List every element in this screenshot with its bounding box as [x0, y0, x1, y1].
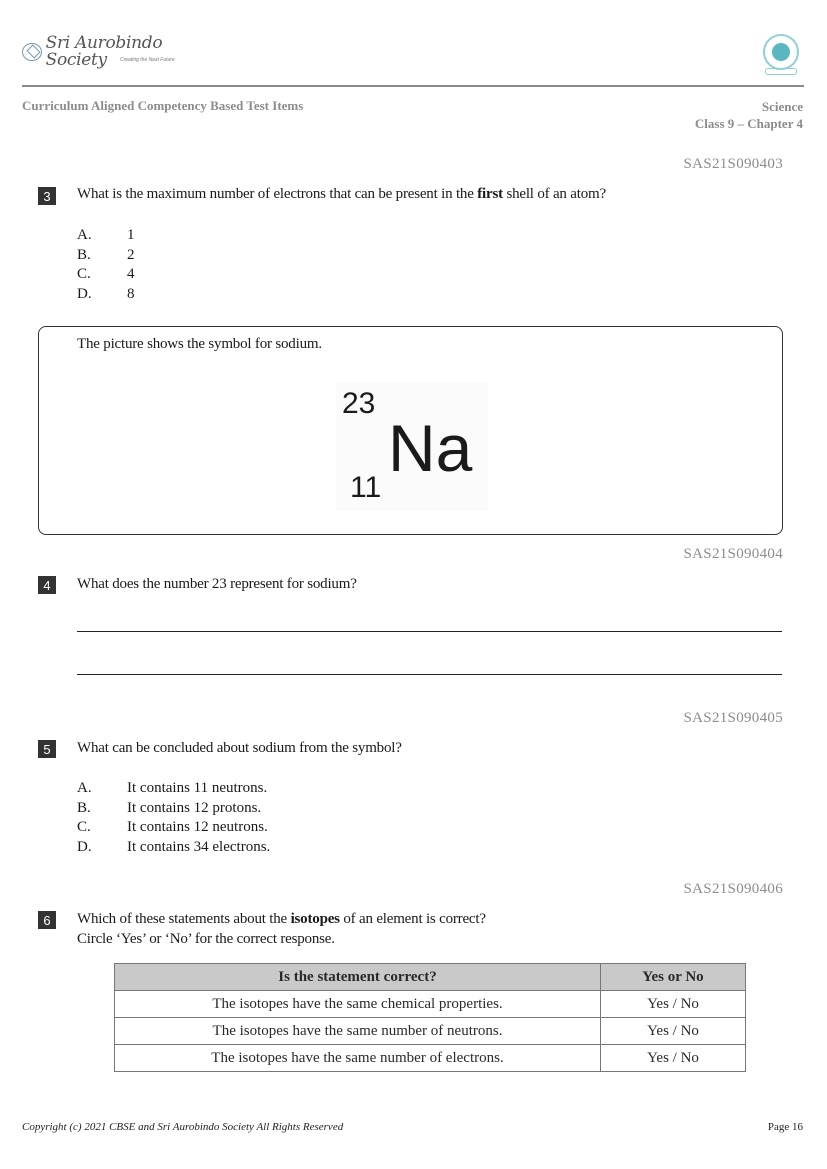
option-text: 1	[127, 227, 135, 243]
item-code: SAS21S090403	[683, 156, 783, 172]
question-emphasis: first	[477, 186, 503, 202]
question-emphasis: isotopes	[290, 911, 340, 927]
option-c[interactable]	[77, 818, 270, 838]
option-d[interactable]	[77, 838, 270, 858]
emblem-core-icon	[772, 43, 790, 61]
mass-number: 23	[342, 387, 376, 420]
question-instruction: Circle ‘Yes’ or ‘No’ for the correct response.	[77, 931, 335, 947]
society-emblem-icon	[22, 43, 42, 61]
item-code: SAS21S090405	[683, 710, 783, 726]
stimulus-text: The picture shows the symbol for sodium.	[77, 336, 322, 352]
option-label: C.	[77, 266, 91, 283]
option-list	[77, 779, 270, 858]
copyright-notice: Copyright (c) 2021 CBSE and Sri Aurobindo Society All Rights Reserved	[22, 1121, 344, 1133]
answer-line[interactable]	[77, 674, 782, 675]
atomic-number: 11	[350, 471, 382, 504]
column-header: Is the statement correct?	[115, 964, 601, 991]
option-c[interactable]	[77, 265, 135, 285]
page-number: Page 16	[767, 1121, 803, 1133]
option-list	[77, 226, 135, 305]
emblem-scroll-icon	[765, 68, 797, 75]
table-row	[115, 1045, 746, 1072]
option-label: D.	[77, 286, 92, 303]
option-label: A.	[77, 780, 92, 796]
option-d[interactable]	[77, 285, 135, 305]
question-text-part: Which of these statements about the	[77, 911, 291, 927]
statement-cell: The isotopes have the same number of electrons.	[115, 1045, 601, 1072]
option-b[interactable]	[77, 246, 135, 266]
column-header: Yes or No	[601, 964, 746, 991]
brand-name: Sri Aurobindo Society	[45, 33, 163, 70]
table-row	[115, 1018, 746, 1045]
question-text-part: of an element is correct?	[339, 911, 486, 927]
option-text: It contains 12 neutrons.	[127, 819, 268, 836]
isotope-statements-table	[114, 963, 746, 1072]
question-number-badge: 6	[38, 911, 56, 929]
option-text: 2	[127, 246, 135, 263]
statement-cell: The isotopes have the same chemical properties.	[115, 991, 601, 1018]
question-text: What can be concluded about sodium from the symbol?	[77, 740, 402, 756]
statement-cell: The isotopes have the same number of neutrons.	[115, 1018, 601, 1045]
header-divider	[22, 85, 804, 87]
item-code: SAS21S090406	[683, 881, 783, 897]
option-b[interactable]	[77, 799, 270, 819]
question-text-part: What is the maximum number of electrons that can be present in the	[77, 186, 478, 202]
item-code: SAS21S090404	[683, 546, 783, 562]
cbse-emblem-logo	[761, 34, 803, 80]
option-label: B.	[77, 799, 91, 816]
yes-no-cell[interactable]: Yes / No	[601, 1018, 746, 1045]
yes-no-cell[interactable]: Yes / No	[601, 991, 746, 1018]
element-symbol: Na	[388, 411, 473, 485]
question-text-part: shell of an atom?	[502, 186, 606, 202]
yes-no-cell[interactable]: Yes / No	[601, 1045, 746, 1072]
subject: Science	[761, 99, 803, 114]
option-label: C.	[77, 819, 91, 836]
answer-line[interactable]	[77, 631, 782, 632]
question-text: What does the number 23 represent for sodium?	[77, 576, 357, 592]
sri-aurobindo-society-logo	[22, 33, 192, 70]
option-label: A.	[77, 227, 92, 243]
subject-info	[695, 98, 803, 132]
option-text: It contains 11 neutrons.	[127, 780, 268, 796]
question-number-badge: 3	[38, 187, 56, 205]
question-text	[77, 186, 606, 203]
table-header-row	[115, 964, 746, 991]
option-label: B.	[77, 246, 91, 263]
brand-tagline: Creating the Next Future	[120, 57, 175, 63]
question-number-badge: 5	[38, 740, 56, 758]
sodium-symbol-figure	[336, 383, 488, 511]
table-row	[115, 991, 746, 1018]
document-title: Curriculum Aligned Competency Based Test Items	[22, 98, 304, 113]
question-text	[77, 911, 486, 928]
option-text: It contains 34 electrons.	[127, 839, 271, 856]
option-a[interactable]	[77, 226, 135, 246]
option-text: 4	[127, 266, 135, 283]
option-label: D.	[77, 839, 92, 856]
option-text: It contains 12 protons.	[127, 799, 262, 816]
option-a[interactable]	[77, 779, 270, 799]
question-number-badge: 4	[38, 576, 56, 594]
class-chapter: Class 9 – Chapter 4	[694, 116, 803, 131]
option-text: 8	[127, 286, 135, 303]
